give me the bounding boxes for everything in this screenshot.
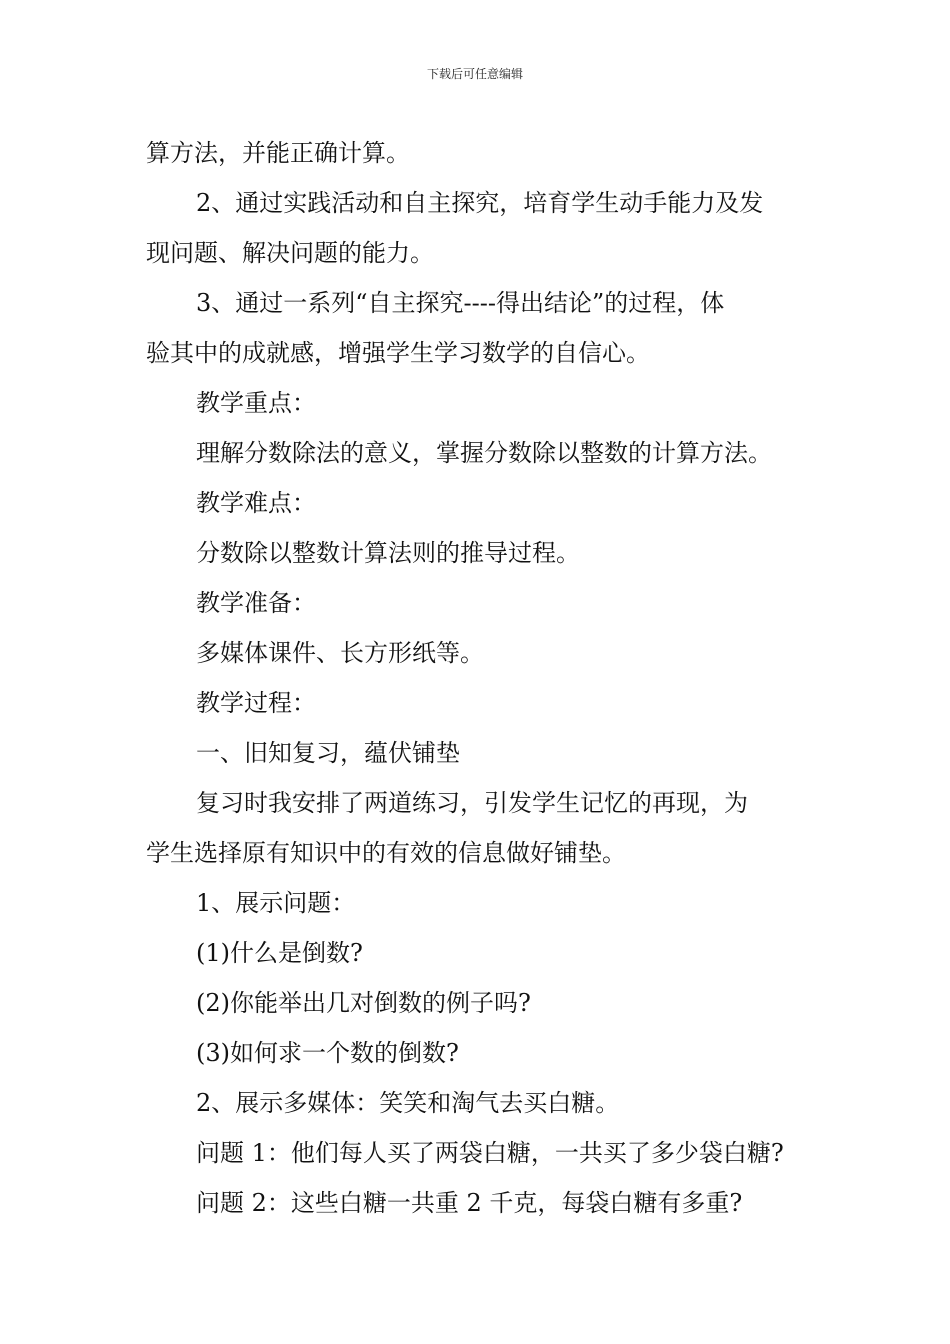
document-body <box>146 128 816 1228</box>
objective-2-paragraph: 2、通过实践活动和自主探究，培育学生动手能力及发 <box>196 189 764 217</box>
multimedia-heading: 2、展示多媒体：笑笑和淘气去买白糖。 <box>196 1089 620 1117</box>
question-3: (3)如何求一个数的倒数? <box>196 1039 459 1067</box>
objective-2-continued: 现问题、解决问题的能力。 <box>146 239 434 267</box>
objective-3-paragraph: 3、通过一系列“自主探究----得出结论”的过程，体 <box>196 289 725 317</box>
page-header-note: 下载后可任意编辑 <box>426 67 523 81</box>
body-paragraph-1: 算方法，并能正确计算。 <box>146 139 410 167</box>
review-continued: 学生选择原有知识中的有效的信息做好铺垫。 <box>146 839 626 867</box>
preparation-text: 多媒体课件、长方形纸等。 <box>196 639 484 667</box>
objective-3-continued: 验其中的成就感，增强学生学习数学的自信心。 <box>146 339 650 367</box>
key-points-heading: 教学重点： <box>196 389 316 417</box>
difficulty-text: 分数除以整数计算法则的推导过程。 <box>196 539 580 567</box>
review-paragraph: 复习时我安排了两道练习，引发学生记忆的再现，为 <box>196 789 748 817</box>
key-points-text: 理解分数除法的意义，掌握分数除以整数的计算方法。 <box>196 439 772 467</box>
difficulty-heading: 教学难点： <box>196 489 316 517</box>
question-1: (1)什么是倒数? <box>196 939 363 967</box>
problem-1: 问题 1：他们每人买了两袋白糖，一共买了多少袋白糖? <box>196 1139 784 1167</box>
problem-2: 问题 2：这些白糖一共重 2 千克，每袋白糖有多重? <box>196 1189 743 1217</box>
process-heading: 教学过程： <box>196 689 316 717</box>
show-questions-heading: 1、展示问题： <box>196 889 356 917</box>
preparation-heading: 教学准备： <box>196 589 316 617</box>
question-2: (2)你能举出几对倒数的例子吗? <box>196 989 531 1017</box>
section-one-heading: 一、旧知复习，蕴伏铺垫 <box>196 739 460 767</box>
